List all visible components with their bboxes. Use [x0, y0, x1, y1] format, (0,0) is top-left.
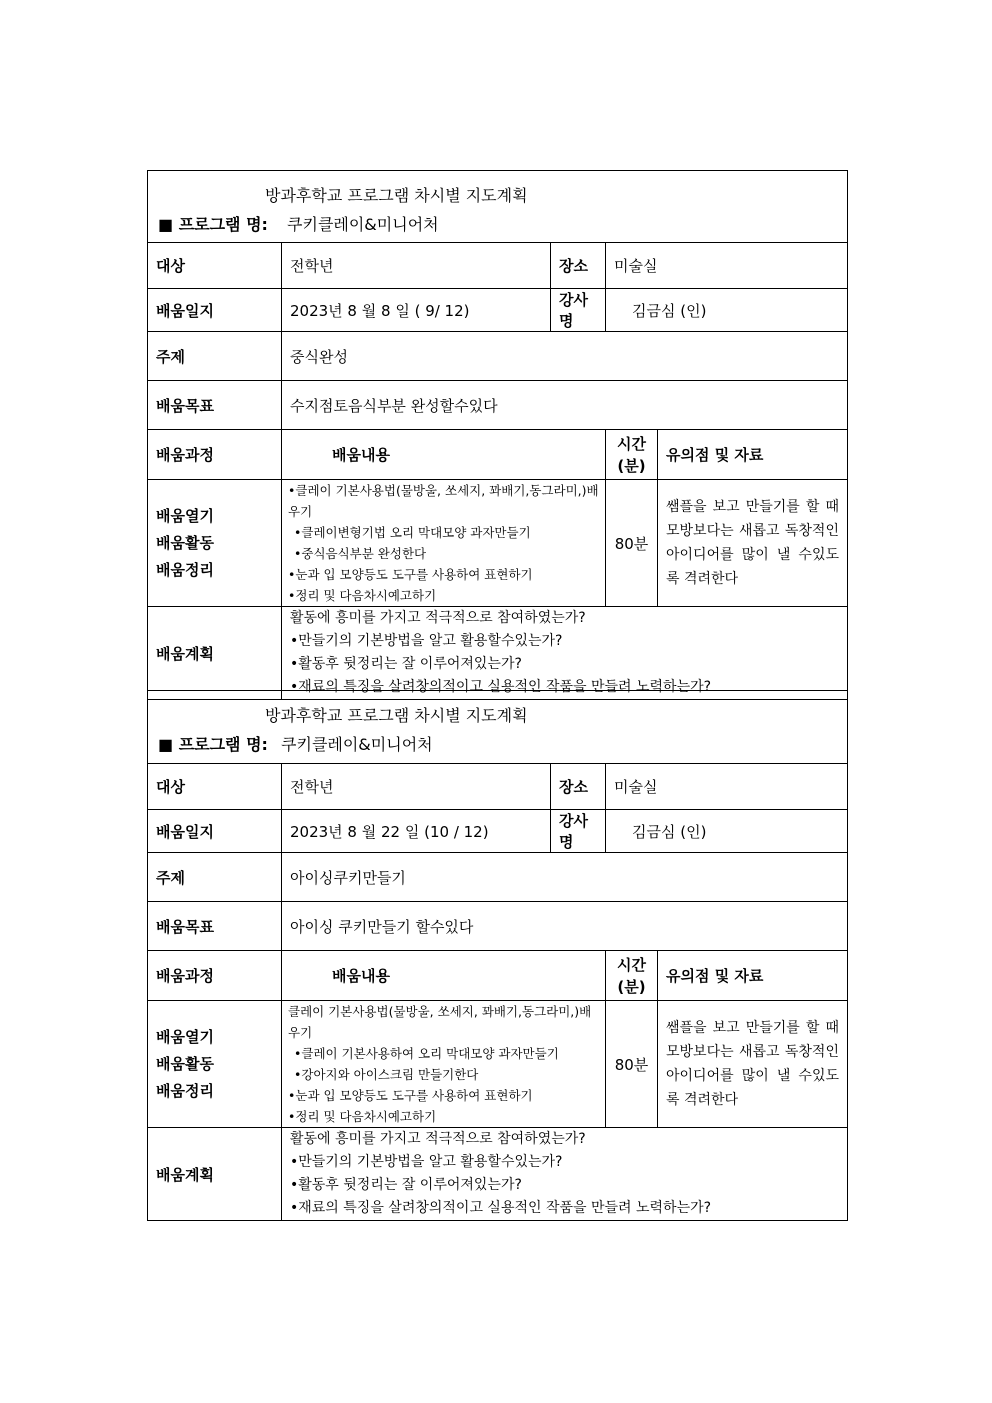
plan-cell	[282, 607, 848, 700]
plan-line: •만들기의 기본방법을 알고 활용할수있는가?	[290, 1154, 563, 1170]
plan-header	[148, 691, 848, 764]
place-value: 미술실	[606, 764, 848, 810]
time-header	[606, 430, 658, 480]
activity-close-label: 배움정리	[156, 560, 214, 579]
goal-label: 배움목표	[148, 381, 282, 430]
goal-value: 아이싱 쿠키만들기 할수있다	[282, 902, 848, 951]
target-label: 대상	[148, 243, 282, 289]
plan-line: 활동에 흥미를 가지고 적극적으로 참여하였는가?	[290, 1131, 586, 1147]
activity-main-label: 배움활동	[156, 1054, 214, 1073]
teacher-label: 강사명	[551, 289, 606, 332]
teacher-value: 김금심 (인)	[606, 810, 848, 853]
activity-main-label: 배움활동	[156, 533, 214, 552]
content-line: •중식음식부분 완성한다	[294, 546, 427, 561]
time-header-line1: 시간	[617, 434, 646, 453]
plan-line: 활동에 흥미를 가지고 적극적으로 참여하였는가?	[290, 610, 586, 626]
activity-open-label: 배움열기	[156, 1027, 214, 1046]
plan-header	[148, 171, 848, 243]
content-line: 클레이 기본사용법(물방울, 쏘세지, 꽈배기,동그라미,)배우기	[288, 1004, 592, 1040]
program-name-line	[158, 212, 837, 235]
content-cell	[282, 1001, 606, 1128]
place-label: 장소	[551, 243, 606, 289]
date-label: 배움일지	[148, 289, 282, 332]
plan-label: 배움계획	[148, 607, 282, 700]
activity-close-label: 배움정리	[156, 1081, 214, 1100]
topic-value: 아이싱쿠키만들기	[282, 853, 848, 902]
content-cell	[282, 480, 606, 607]
time-header-line2: (분)	[617, 977, 646, 996]
goal-value: 수지점토음식부분 완성할수있다	[282, 381, 848, 430]
process-label: 배움과정	[148, 430, 282, 480]
target-label: 대상	[148, 764, 282, 810]
content-line: •눈과 입 모양등도 도구를 사용하여 표현하기	[288, 1088, 533, 1103]
notes-header: 유의점 및 자료	[658, 951, 848, 1001]
plan-line: •재료의 특징을 살려창의적이고 실용적인 작품을 만들려 노력하는가?	[290, 679, 712, 695]
content-header: 배움내용	[282, 951, 606, 1001]
content-line: •정리 및 다음차시예고하기	[288, 588, 437, 603]
content-header: 배움내용	[282, 430, 606, 480]
topic-value: 중식완성	[282, 332, 848, 381]
place-value: 미술실	[606, 243, 848, 289]
plan-label: 배움계획	[148, 1128, 282, 1221]
notes-value: 쌤플을 보고 만들기를 할 때 모방보다는 새롭고 독창적인 아이디어를 많이 낼 수있도록 격려한다	[658, 1001, 848, 1128]
content-line: •클레이 기본사용법(물방울, 쏘세지, 꽈배기,동그라미,)배우기	[288, 483, 599, 519]
content-line: •눈과 입 모양등도 도구를 사용하여 표현하기	[288, 567, 533, 582]
notes-value: 쌤플을 보고 만들기를 할 때 모방보다는 새롭고 독창적인 아이디어를 많이 낼 수있도록 격려한다	[658, 480, 848, 607]
date-value: 2023년 8 월 8 일 ( 9/ 12)	[282, 289, 551, 332]
date-label: 배움일지	[148, 810, 282, 853]
time-value: 80분	[606, 1001, 658, 1128]
target-value: 전학년	[282, 243, 551, 289]
content-line: •클레이 기본사용하여 오리 막대모양 과자만들기	[294, 1046, 559, 1061]
lesson-plan-table-1	[147, 170, 848, 700]
program-name-value: 쿠키클레이&미니어처	[281, 735, 433, 754]
notes-header: 유의점 및 자료	[658, 430, 848, 480]
time-header-line2: (분)	[617, 456, 646, 475]
plan-line: •만들기의 기본방법을 알고 활용할수있는가?	[290, 633, 563, 649]
plan-title: 방과후학교 프로그램 차시별 지도계획	[265, 186, 528, 205]
program-name-label: ■ 프로그램 명:	[158, 215, 268, 234]
program-name-value: 쿠키클레이&미니어처	[287, 215, 439, 234]
content-line: •강아지와 아이스크림 만들기한다	[294, 1067, 479, 1082]
time-header-line1: 시간	[617, 955, 646, 974]
goal-label: 배움목표	[148, 902, 282, 951]
time-header	[606, 951, 658, 1001]
plan-line: •활동후 뒷정리는 잘 이루어져있는가?	[290, 656, 522, 672]
teacher-value: 김금심 (인)	[606, 289, 848, 332]
time-value: 80분	[606, 480, 658, 607]
activity-open-label: 배움열기	[156, 506, 214, 525]
topic-label: 주제	[148, 332, 282, 381]
teacher-label: 강사명	[551, 810, 606, 853]
plan-cell	[282, 1128, 848, 1221]
plan-line: •활동후 뒷정리는 잘 이루어져있는가?	[290, 1177, 522, 1193]
activity-labels	[148, 480, 282, 607]
content-line: •정리 및 다음차시예고하기	[288, 1109, 437, 1124]
activity-labels	[148, 1001, 282, 1128]
date-value: 2023년 8 월 22 일 (10 / 12)	[282, 810, 551, 853]
lesson-plan-table-2	[147, 690, 848, 1221]
program-name-label: ■ 프로그램 명:	[158, 735, 268, 754]
process-label: 배움과정	[148, 951, 282, 1001]
topic-label: 주제	[148, 853, 282, 902]
place-label: 장소	[551, 764, 606, 810]
program-name-line	[158, 732, 837, 755]
plan-title: 방과후학교 프로그램 차시별 지도계획	[265, 706, 528, 725]
target-value: 전학년	[282, 764, 551, 810]
plan-line: •재료의 특징을 살려창의적이고 실용적인 작품을 만들려 노력하는가?	[290, 1200, 712, 1216]
content-line: •클레이변형기법 오리 막대모양 과자만들기	[294, 525, 531, 540]
